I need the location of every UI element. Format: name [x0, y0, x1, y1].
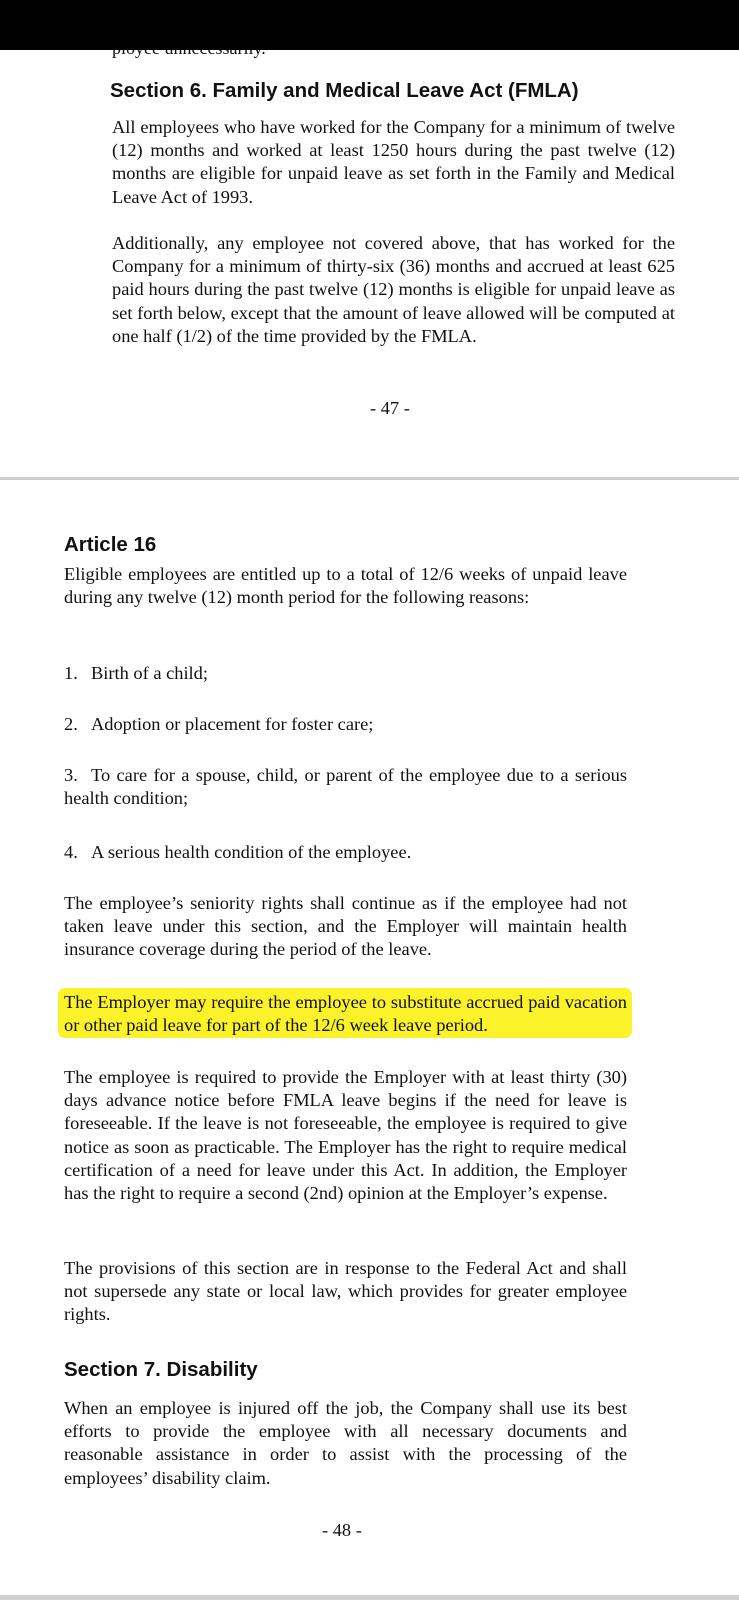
- list-item-number: 2.: [64, 714, 78, 734]
- section-7-heading: Section 7. Disability: [64, 1358, 258, 1381]
- disability-paragraph: When an employee is injured off the job, the Company shall use its best efforts to provide the employee with all necessary documents and reasonable assistance in order to assist with the processing of the employees’ disability claim.: [64, 1398, 627, 1488]
- list-item: [64, 713, 627, 736]
- page-number-47: - 47 -: [370, 398, 410, 418]
- top-bar: [0, 0, 739, 50]
- fmla-eligibility-paragraph: All employees who have worked for the Company for a minimum of twelve (12) months and worked at least 1250 hours during the past twelve (12) months are eligible for unpaid leave as set forth in the Family and Medical Leave Act of 1993.: [112, 117, 675, 207]
- list-item-text: Birth of a child;: [91, 663, 208, 683]
- list-item: [64, 764, 627, 810]
- list-item-number: 3.: [64, 765, 78, 785]
- page-47: [0, 0, 739, 477]
- page-divider: [0, 1595, 739, 1600]
- list-item: [64, 662, 627, 685]
- list-item: [64, 841, 627, 864]
- section-6-heading: Section 6. Family and Medical Leave Act (FMLA): [110, 79, 579, 102]
- seniority-paragraph: The employee’s seniority rights shall continue as if the employee had not taken leave under this section, and the Employer will maintain health insurance coverage during the period of the leave.: [64, 893, 627, 960]
- list-item-text: To care for a spouse, child, or parent of the employee due to a serious health condition;: [64, 765, 627, 809]
- list-item-text: Adoption or placement for foster care;: [91, 714, 374, 734]
- list-item-text: A serious health condition of the employee.: [91, 842, 412, 862]
- highlighted-paragraph: The Employer may require the employee to substitute accrued paid vacation or other paid leave for part of the 12/6 week leave period.: [64, 992, 627, 1036]
- provisions-paragraph: The provisions of this section are in response to the Federal Act and shall not supersede any state or local law, which provides for greater employee rights.: [64, 1258, 627, 1325]
- fmla-additional-paragraph: Additionally, any employee not covered above, that has worked for the Company for a minimum of thirty-six (36) months and accrued at least 625 paid hours during the past twelve (12) months is eligible for unpaid leave as set forth below, except that the amount of leave allowed will be computed at one half (1/2) of the time provided by the FMLA.: [112, 233, 675, 346]
- list-item-number: 1.: [64, 663, 78, 683]
- page-number-48: - 48 -: [322, 1520, 362, 1540]
- list-item-number: 4.: [64, 842, 78, 862]
- notice-paragraph: The employee is required to provide the Employer with at least thirty (30) days advance notice before FMLA leave begins if the need for leave is foreseeable. If the leave is not foreseeable, the employee is required to give notice as soon as practicable. The Employer has the right to require medical certification of a need for leave under this Act. In addition, the Employer has the right to require a second (2nd) opinion at the Employer’s expense.: [64, 1067, 627, 1204]
- article-16-heading: Article 16: [64, 533, 157, 556]
- article-16-intro: Eligible employees are entitled up to a total of 12/6 weeks of unpaid leave during any twelve (12) month period for the following reasons:: [64, 564, 627, 608]
